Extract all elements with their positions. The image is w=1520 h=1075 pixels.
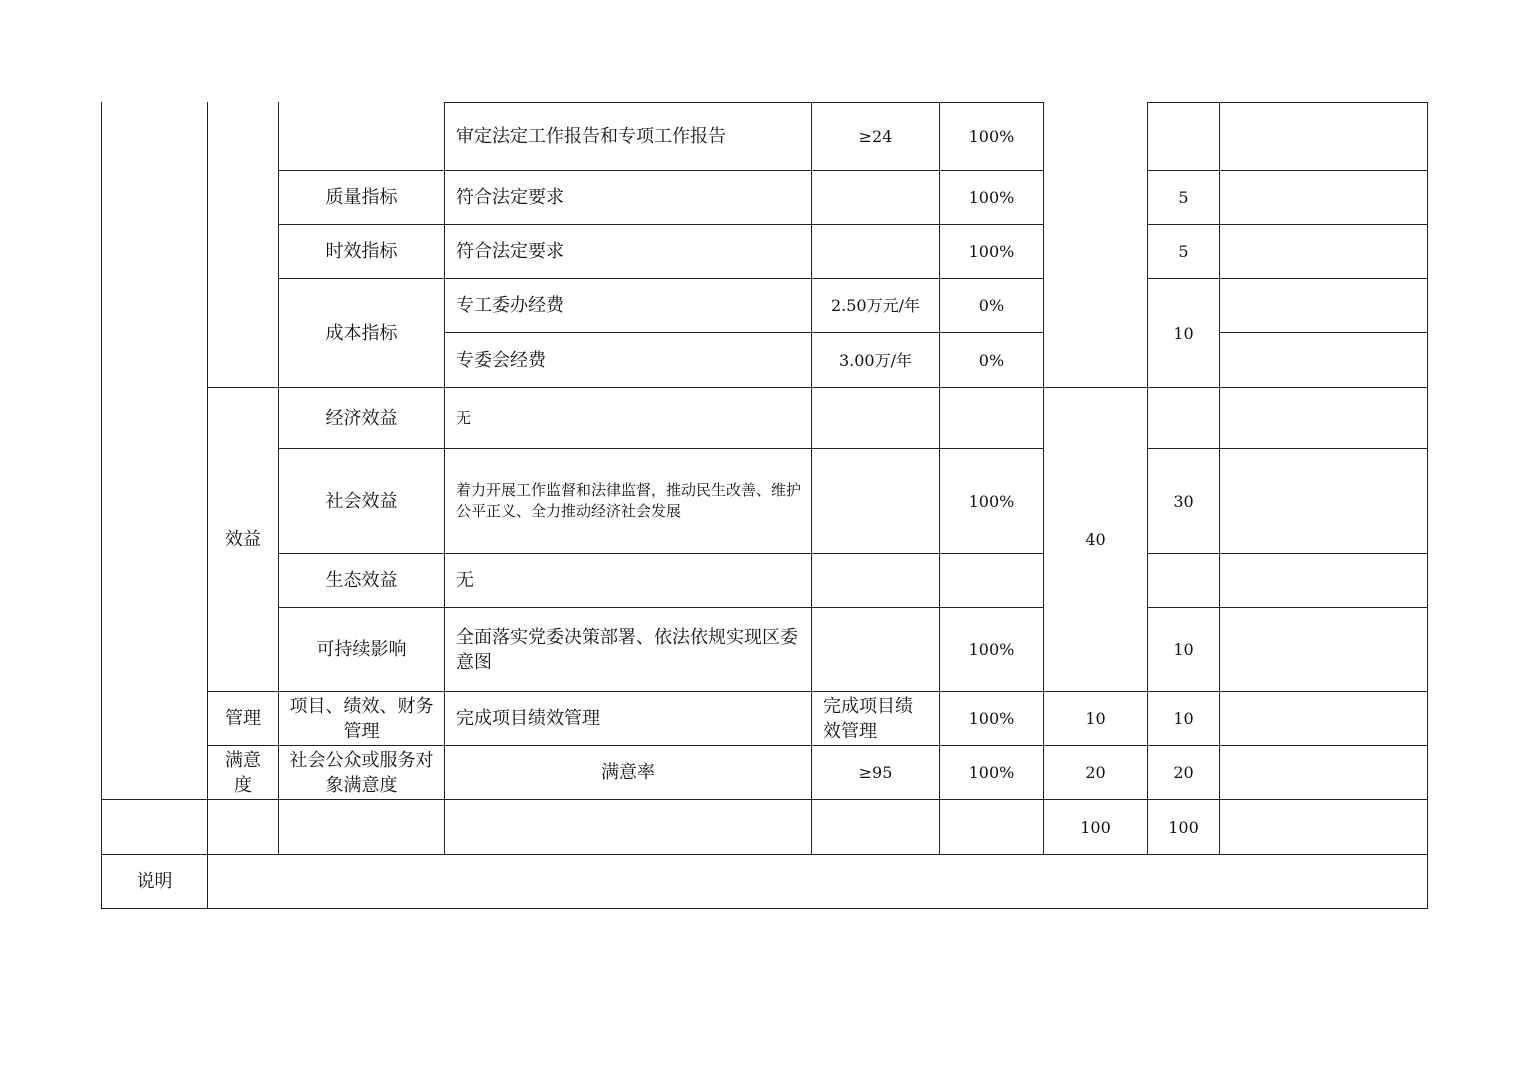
management-category-label: 管理 (225, 708, 261, 729)
grid-line (101, 799, 1428, 800)
cost-score-cell: 10 (1173, 323, 1194, 343)
cost-indicator-label: 成本指标 (325, 322, 398, 344)
satisfaction-target-cell: ≥95 (858, 763, 893, 782)
economic-benefit-label: 经济效益 (325, 407, 398, 429)
management-indicator-label: 项目、绩效、财务管理 (289, 695, 434, 742)
report-rate-cell: 100% (968, 127, 1015, 146)
grid-line (101, 102, 102, 909)
social-benefit-label: 社会效益 (325, 490, 398, 512)
satisfaction-indicator-label: 社会公众或服务对象满意度 (289, 749, 434, 796)
satisfaction-weight-cell: 20 (1085, 763, 1106, 782)
satisfaction-content-cell: 满意率 (601, 762, 655, 783)
sustainable-impact-content: 全面落实党委决策部署、依法依规实现区委意图 (456, 626, 798, 673)
benefit-category-label: 效益 (225, 529, 261, 550)
grid-line (1147, 102, 1428, 103)
cost-rate-cell: 0% (978, 296, 1005, 315)
social-benefit-rate: 100% (968, 491, 1015, 511)
timeliness-content-cell: 符合法定要求 (456, 241, 564, 262)
economic-benefit-content: 无 (456, 408, 472, 427)
ecological-benefit-content: 无 (456, 570, 474, 591)
sustainable-impact-rate: 100% (968, 640, 1015, 659)
quality-rate-cell: 100% (968, 188, 1015, 207)
social-benefit-score: 30 (1173, 491, 1194, 511)
grid-line (1219, 102, 1220, 855)
note-label: 说明 (136, 871, 173, 892)
management-content-cell: 完成项目绩效管理 (456, 708, 600, 729)
note-content (208, 855, 1427, 908)
timeliness-score-cell: 5 (1178, 242, 1189, 261)
sustainable-impact-score: 10 (1173, 640, 1194, 659)
management-rate-cell: 100% (968, 709, 1015, 728)
sustainable-impact-label: 可持续影响 (316, 639, 407, 660)
cost-target-cell: 2.50万元/年 (830, 296, 921, 315)
timeliness-indicator-label: 时效指标 (325, 241, 398, 262)
grid-line (1147, 553, 1428, 554)
cost-content-cell: 专委会经费 (456, 349, 546, 371)
social-benefit-content: 着力开展工作监督和法律监督，推动民生改善、维护公平正义、全力推动经济社会发展 (456, 481, 802, 520)
cost-target-cell: 3.00万/年 (838, 350, 913, 370)
satisfaction-category-label: 满意度 (225, 749, 261, 796)
cost-content-cell: 专工委办经费 (456, 295, 564, 316)
satisfaction-score-cell: 20 (1173, 763, 1194, 782)
grid-line (101, 908, 1428, 909)
management-weight-cell: 10 (1085, 709, 1106, 728)
grid-line (1427, 102, 1428, 909)
quality-indicator-label: 质量指标 (325, 187, 398, 208)
management-target-cell: 完成项目绩效管理 (823, 695, 913, 742)
management-score-cell: 10 (1173, 709, 1194, 728)
quality-content-cell: 符合法定要求 (456, 187, 564, 208)
timeliness-rate-cell: 100% (968, 242, 1015, 261)
report-target-cell: ≥24 (858, 127, 893, 146)
total-score-cell: 100 (1168, 817, 1199, 837)
quality-score-cell: 5 (1178, 188, 1189, 207)
ecological-benefit-label: 生态效益 (325, 570, 398, 591)
total-weight-cell: 100 (1080, 817, 1111, 837)
satisfaction-rate-cell: 100% (968, 763, 1015, 782)
benefit-weight-cell: 40 (1085, 530, 1106, 549)
grid-line (1219, 332, 1428, 333)
cost-rate-cell: 0% (978, 350, 1005, 370)
report-content-cell: 审定法定工作报告和专项工作报告 (456, 126, 726, 147)
